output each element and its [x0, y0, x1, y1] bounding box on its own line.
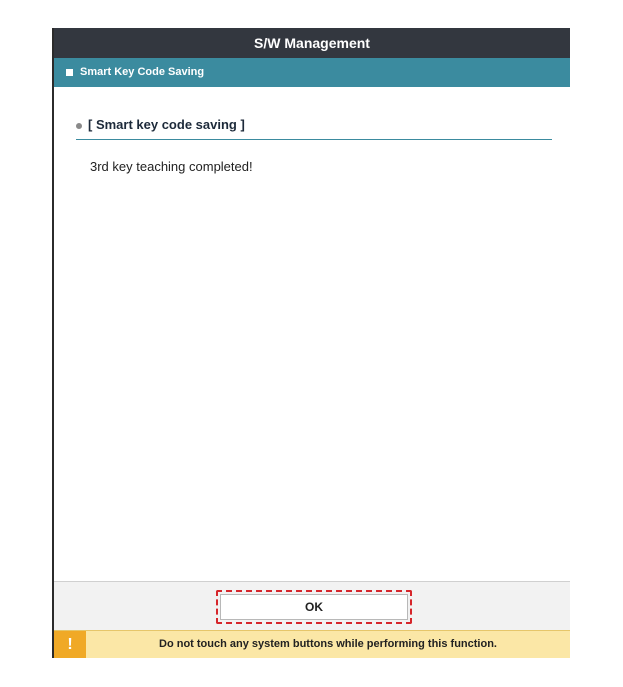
subheader-bar	[54, 58, 570, 87]
sw-management-window	[52, 28, 570, 658]
subheader-label: Smart Key Code Saving	[80, 66, 205, 78]
square-bullet-icon	[66, 69, 73, 76]
warning-text: Do not touch any system buttons while performing this function.	[159, 638, 497, 650]
warning-bar	[54, 630, 570, 658]
warning-icon: !	[54, 631, 86, 658]
status-message: 3rd key teaching completed!	[90, 159, 253, 174]
window-title: S/W Management	[54, 28, 570, 58]
footer-bar	[54, 581, 570, 630]
section-header	[76, 116, 552, 140]
bullet-dot-icon	[76, 123, 82, 129]
ok-button[interactable]: OK	[220, 594, 408, 620]
section-title: [ Smart key code saving ]	[88, 117, 245, 132]
